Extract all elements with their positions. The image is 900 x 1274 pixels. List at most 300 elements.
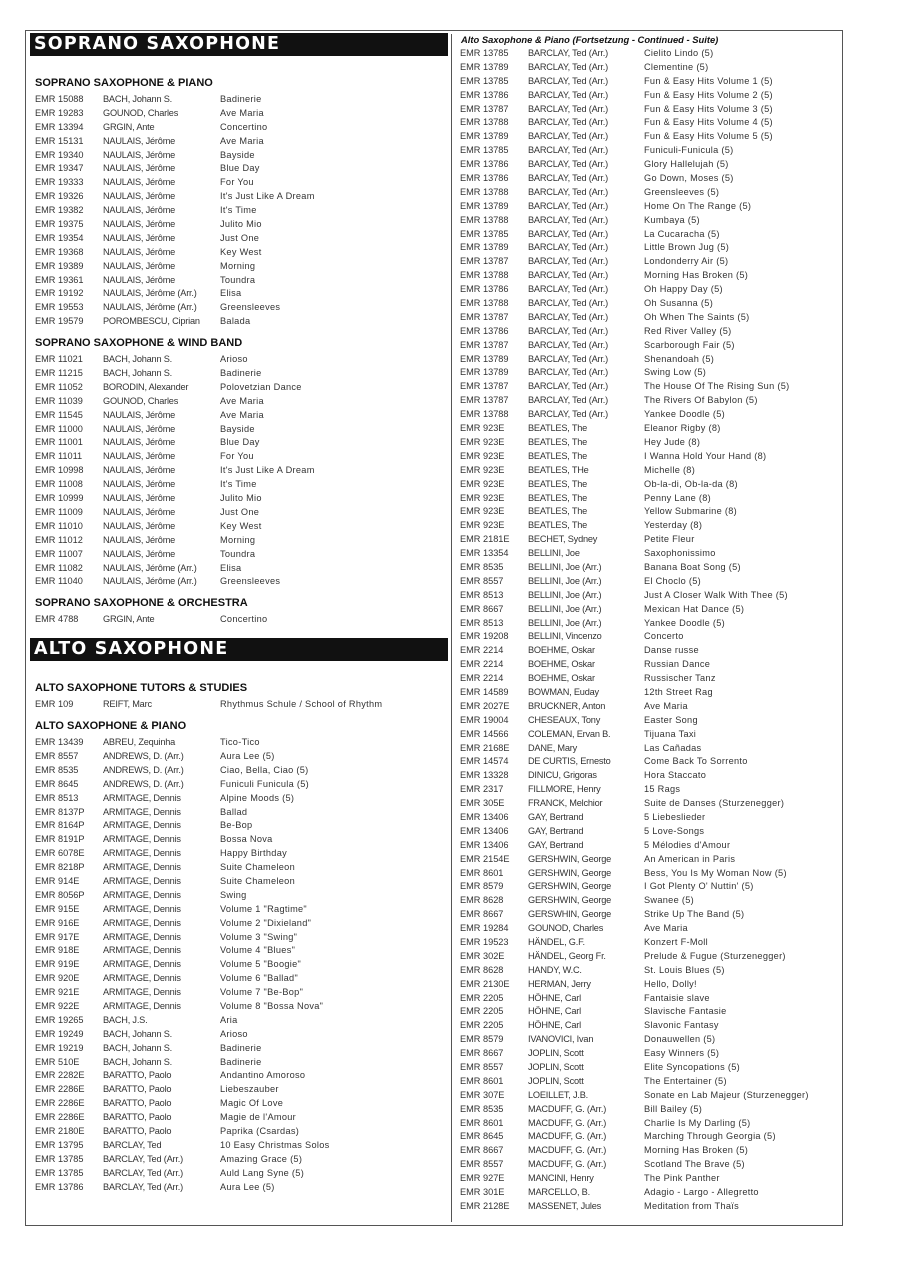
catalog-row bbox=[30, 121, 448, 135]
work-title: Banana Boat Song (5) bbox=[644, 561, 741, 572]
catalog-row bbox=[30, 1167, 448, 1181]
catalog-number: EMR 13788 bbox=[460, 117, 509, 128]
catalog-number: EMR 11012 bbox=[35, 534, 83, 545]
catalog-number: EMR 8667 bbox=[460, 1048, 504, 1059]
catalog-row bbox=[457, 394, 839, 408]
composer-name: GERSWHIN, George bbox=[528, 909, 612, 920]
catalog-row bbox=[457, 47, 839, 61]
catalog-number: EMR 2181E bbox=[460, 534, 510, 545]
catalog-row bbox=[457, 1130, 839, 1144]
composer-name: BARCLAY, Ted (Arr.) bbox=[528, 89, 608, 100]
composer-name: ABREU, Zequinha bbox=[103, 737, 176, 748]
catalog-number: EMR 11082 bbox=[35, 562, 83, 573]
catalog-number: EMR 2317 bbox=[460, 784, 504, 795]
composer-name: NAULAIS, Jérôme bbox=[103, 274, 176, 285]
catalog-row bbox=[457, 797, 839, 811]
catalog-number: EMR 13787 bbox=[460, 339, 509, 350]
work-title: Volume 6 "Ballad" bbox=[220, 973, 299, 984]
work-title: Come Back To Sorrento bbox=[644, 756, 748, 767]
catalog-row bbox=[457, 811, 839, 825]
catalog-row bbox=[457, 255, 839, 269]
catalog-row bbox=[30, 1111, 448, 1125]
work-title: Home On The Range (5) bbox=[644, 200, 752, 211]
composer-name: BEATLES, The bbox=[528, 492, 588, 503]
composer-name: BARCLAY, Ted (Arr.) bbox=[103, 1153, 183, 1164]
catalog-row bbox=[30, 1000, 448, 1014]
catalog-number: EMR 13328 bbox=[460, 770, 509, 781]
catalog-number: EMR 8535 bbox=[460, 561, 504, 572]
catalog-number: EMR 13786 bbox=[35, 1181, 84, 1192]
composer-name: MACDUFF, G. (Arr.) bbox=[528, 1103, 607, 1114]
catalog-row bbox=[30, 353, 448, 367]
catalog-row bbox=[30, 464, 448, 478]
catalog-row bbox=[457, 241, 839, 255]
catalog-row bbox=[457, 422, 839, 436]
catalog-row bbox=[457, 450, 839, 464]
catalog-row bbox=[457, 1047, 839, 1061]
catalog-row bbox=[457, 283, 839, 297]
catalog-number: EMR 13786 bbox=[460, 89, 509, 100]
work-title: For You bbox=[220, 451, 254, 462]
catalog-row bbox=[30, 232, 448, 246]
work-title: Marching Through Georgia (5) bbox=[644, 1131, 776, 1142]
catalog-row bbox=[30, 847, 448, 861]
composer-name: BACH, Johann S. bbox=[103, 368, 173, 379]
composer-name: HÄNDEL, G.F. bbox=[528, 937, 585, 947]
catalog-number: EMR 19326 bbox=[35, 191, 84, 202]
catalog-row bbox=[457, 172, 839, 186]
catalog-row bbox=[30, 875, 448, 889]
composer-name: GERSHWIN, George bbox=[528, 881, 612, 892]
work-title: Bossa Nova bbox=[220, 834, 273, 845]
catalog-number: EMR 11001 bbox=[35, 437, 83, 448]
work-title: Polovetzian Dance bbox=[220, 381, 302, 392]
work-title: It's Time bbox=[220, 479, 257, 490]
composer-name: ARMITAGE, Dennis bbox=[103, 875, 181, 886]
work-title: Ballad bbox=[220, 806, 248, 817]
composer-name: BARCLAY, Ted (Arr.) bbox=[528, 228, 608, 239]
composer-name: NAULAIS, Jérôme bbox=[103, 260, 176, 271]
work-title: Ave Maria bbox=[220, 409, 264, 420]
catalog-number: EMR 305E bbox=[460, 798, 505, 809]
composer-name: BORODIN, Alexander bbox=[103, 381, 189, 392]
catalog-number: EMR 8557 bbox=[460, 1159, 504, 1170]
work-title: Mexican Hat Dance (5) bbox=[644, 603, 745, 614]
work-title: Michelle (8) bbox=[644, 464, 696, 475]
work-title: Swing bbox=[220, 889, 247, 900]
catalog-row bbox=[457, 1172, 839, 1186]
continued-section-heading: Alto Saxophone & Piano (Fortsetzung - Continued - Suite) bbox=[461, 34, 719, 45]
work-title: Meditation from Thaïs bbox=[644, 1200, 739, 1211]
catalog-number: EMR 8557 bbox=[460, 1062, 504, 1073]
work-title: Paprika (Csardas) bbox=[220, 1126, 300, 1136]
catalog-row bbox=[457, 908, 839, 922]
catalog-number: EMR 923E bbox=[460, 436, 505, 447]
catalog-number: EMR 2214 bbox=[460, 645, 504, 656]
composer-name: BARCLAY, Ted (Arr.) bbox=[528, 61, 608, 72]
composer-name: BELLINI, Joe (Arr.) bbox=[528, 617, 602, 628]
catalog-row bbox=[457, 936, 839, 950]
work-title: Las Cañadas bbox=[644, 742, 702, 753]
catalog-row bbox=[457, 200, 839, 214]
work-title: Penny Lane (8) bbox=[644, 492, 712, 503]
catalog-number: EMR 19382 bbox=[35, 205, 84, 216]
work-title: Russian Dance bbox=[644, 659, 711, 670]
work-title: Kumbaya (5) bbox=[644, 214, 700, 225]
composer-name: BELLINI, Joe (Arr.) bbox=[528, 575, 602, 586]
work-title: Liebeszauber bbox=[220, 1084, 279, 1095]
catalog-number: EMR 2027E bbox=[460, 700, 510, 711]
composer-name: GAY, Bertrand bbox=[528, 811, 584, 822]
catalog-number: EMR 8191P bbox=[35, 834, 85, 845]
work-title: Blue Day bbox=[220, 163, 260, 174]
composer-name: BOEHME, Oskar bbox=[528, 659, 595, 670]
work-title: Aura Lee (5) bbox=[220, 750, 275, 761]
catalog-number: EMR 11011 bbox=[35, 451, 83, 462]
work-title: Rhythmus Schule / School of Rhythm bbox=[220, 699, 383, 710]
work-title: Magie de l'Amour bbox=[220, 1112, 297, 1123]
composer-name: HANDY, W.C. bbox=[528, 964, 582, 975]
work-title: Adagio - Largo - Allegretto bbox=[644, 1187, 759, 1198]
work-title: I Got Plenty O' Nuttin' (5) bbox=[644, 881, 754, 892]
catalog-row bbox=[30, 135, 448, 149]
catalog-row bbox=[30, 613, 448, 627]
work-title: Volume 1 "Ragtime" bbox=[220, 903, 307, 914]
composer-name: ARMITAGE, Dennis bbox=[103, 945, 181, 956]
catalog-number: EMR 922E bbox=[35, 1000, 80, 1011]
catalog-row bbox=[30, 548, 448, 562]
catalog-row bbox=[30, 274, 448, 288]
catalog-number: EMR 13785 bbox=[460, 75, 509, 86]
work-title: 15 Rags bbox=[644, 784, 681, 795]
catalog-number: EMR 2205 bbox=[460, 1006, 504, 1017]
catalog-number: EMR 923E bbox=[460, 506, 505, 517]
catalog-number: EMR 8535 bbox=[35, 764, 79, 775]
composer-name: NAULAIS, Jérôme bbox=[103, 232, 176, 243]
composer-name: NAULAIS, Jérôme bbox=[103, 205, 176, 216]
composer-name: BOWMAN, Euday bbox=[528, 686, 599, 697]
work-title: Amazing Grace (5) bbox=[220, 1153, 303, 1164]
composer-name: ARMITAGE, Dennis bbox=[103, 806, 181, 817]
work-title: Andantino Amoroso bbox=[220, 1070, 306, 1081]
composer-name: BARCLAY, Ted (Arr.) bbox=[528, 103, 608, 114]
catalog-row bbox=[457, 992, 839, 1006]
composer-name: BACH, Johann S. bbox=[103, 1028, 173, 1039]
work-title: Tijuana Taxi bbox=[644, 728, 697, 739]
composer-name: BOEHME, Oskar bbox=[528, 673, 595, 684]
work-title: Ave Maria bbox=[220, 107, 264, 118]
catalog-number: EMR 11052 bbox=[35, 381, 83, 392]
work-title: Greensleeves bbox=[220, 302, 281, 313]
work-title: Scotland The Brave (5) bbox=[644, 1159, 745, 1170]
composer-name: FILLMORE, Henry bbox=[528, 784, 601, 795]
composer-name: NAULAIS, Jérôme (Arr.) bbox=[103, 288, 197, 299]
composer-name: ARMITAGE, Dennis bbox=[103, 792, 181, 803]
work-title: Badinerie bbox=[220, 94, 262, 104]
work-title: Badinerie bbox=[220, 1042, 262, 1053]
catalog-row bbox=[457, 714, 839, 728]
composer-name: HÄNDEL, Georg Fr. bbox=[528, 950, 606, 961]
composer-name: GOUNOD, Charles bbox=[103, 395, 179, 406]
composer-name: BEATLES, The bbox=[528, 436, 588, 447]
work-title: Fun & Easy Hits Volume 1 (5) bbox=[644, 75, 773, 86]
catalog-number: EMR 13789 bbox=[460, 61, 509, 72]
work-title: Morning bbox=[220, 260, 256, 271]
catalog-number: EMR 510E bbox=[35, 1056, 80, 1067]
composer-name: BACH, J.S. bbox=[103, 1014, 148, 1025]
work-title: Petite Fleur bbox=[644, 534, 695, 545]
catalog-number: EMR 14574 bbox=[460, 756, 509, 767]
catalog-row bbox=[30, 889, 448, 903]
catalog-number: EMR 11009 bbox=[35, 506, 83, 517]
composer-name: ARMITAGE, Dennis bbox=[103, 834, 181, 845]
work-title: Oh Happy Day (5) bbox=[644, 284, 723, 295]
catalog-row bbox=[457, 867, 839, 881]
catalog-number: EMR 13788 bbox=[460, 214, 509, 225]
section-heading: SOPRANO SAXOPHONE & WIND BAND bbox=[35, 337, 243, 350]
catalog-row bbox=[457, 1117, 839, 1131]
work-title: Suite de Danses (Sturzenegger) bbox=[644, 798, 785, 809]
composer-name: BARCLAY, Ted (Arr.) bbox=[528, 75, 608, 86]
catalog-row bbox=[457, 505, 839, 519]
composer-name: HÖHNE, Carl bbox=[528, 1020, 581, 1031]
work-title: Elisa bbox=[220, 288, 242, 299]
catalog-row bbox=[30, 792, 448, 806]
composer-name: BARCLAY, Ted (Arr.) bbox=[528, 117, 608, 128]
catalog-row bbox=[30, 287, 448, 301]
composer-name: BEATLES, The bbox=[528, 423, 588, 434]
composer-name: REIFT, Marc bbox=[103, 699, 152, 710]
work-title: Concerto bbox=[644, 631, 684, 642]
catalog-number: EMR 8535 bbox=[460, 1103, 504, 1114]
work-title: It's Just Like A Dream bbox=[220, 191, 315, 202]
catalog-row bbox=[457, 686, 839, 700]
work-title: Clementine (5) bbox=[644, 61, 709, 72]
catalog-number: EMR 15131 bbox=[35, 135, 84, 146]
catalog-number: EMR 19004 bbox=[460, 714, 509, 725]
catalog-number: EMR 19192 bbox=[35, 288, 84, 299]
catalog-row bbox=[457, 839, 839, 853]
composer-name: BELLINI, Joe (Arr.) bbox=[528, 589, 602, 600]
composer-name: LOEILLET, J.B. bbox=[528, 1089, 589, 1100]
composer-name: BACH, Johann S. bbox=[103, 1056, 173, 1067]
composer-name: NAULAIS, Jérôme bbox=[103, 423, 176, 434]
catalog-row bbox=[457, 547, 839, 561]
catalog-row bbox=[30, 218, 448, 232]
work-title: It's Time bbox=[220, 205, 257, 216]
catalog-row bbox=[30, 395, 448, 409]
catalog-number: EMR 2286E bbox=[35, 1084, 85, 1095]
catalog-row bbox=[457, 61, 839, 75]
catalog-number: EMR 13787 bbox=[460, 256, 509, 267]
catalog-number: EMR 8645 bbox=[460, 1131, 504, 1142]
work-title: Morning bbox=[220, 534, 256, 545]
catalog-number: EMR 19219 bbox=[35, 1042, 84, 1053]
composer-name: MASSENET, Jules bbox=[528, 1200, 602, 1211]
composer-name: BARCLAY, Ted (Arr.) bbox=[528, 145, 608, 156]
composer-name: BARCLAY, Ted (Arr.) bbox=[528, 353, 608, 364]
catalog-number: EMR 19265 bbox=[35, 1014, 84, 1025]
catalog-number: EMR 11040 bbox=[35, 576, 83, 587]
alto-saxophone-banner: ALTO SAXOPHONE bbox=[30, 638, 448, 661]
work-title: 12th Street Rag bbox=[644, 686, 713, 697]
catalog-number: EMR 8513 bbox=[460, 589, 504, 600]
catalog-number: EMR 19553 bbox=[35, 302, 84, 313]
work-title: Yankee Doodle (5) bbox=[644, 409, 726, 420]
work-title: For You bbox=[220, 177, 254, 188]
work-title: Auld Lang Syne (5) bbox=[220, 1167, 305, 1178]
catalog-row bbox=[30, 1056, 448, 1070]
catalog-row bbox=[30, 1083, 448, 1097]
composer-name: ARMITAGE, Dennis bbox=[103, 917, 181, 928]
catalog-number: EMR 13789 bbox=[460, 353, 509, 364]
work-title: Cielito Lindo (5) bbox=[644, 48, 714, 58]
work-title: Tico-Tico bbox=[220, 737, 260, 748]
catalog-row bbox=[457, 1019, 839, 1033]
section-heading: SOPRANO SAXOPHONE & ORCHESTRA bbox=[35, 597, 248, 610]
composer-name: NAULAIS, Jérôme bbox=[103, 465, 176, 476]
catalog-row bbox=[457, 1089, 839, 1103]
catalog-number: EMR 19523 bbox=[460, 937, 509, 947]
composer-name: BARCLAY, Ted (Arr.) bbox=[528, 131, 608, 142]
catalog-number: EMR 19375 bbox=[35, 219, 84, 230]
work-title: Volume 2 "Dixieland" bbox=[220, 917, 312, 928]
composer-name: NAULAIS, Jérôme bbox=[103, 520, 176, 531]
work-title: Eleanor Rigby (8) bbox=[644, 423, 721, 434]
catalog-row bbox=[457, 658, 839, 672]
work-title: Konzert F-Moll bbox=[644, 937, 708, 947]
composer-name: BARCLAY, Ted (Arr.) bbox=[528, 48, 608, 58]
work-title: Hey Jude (8) bbox=[644, 436, 701, 447]
catalog-row bbox=[457, 366, 839, 380]
composer-name: BARCLAY, Ted (Arr.) bbox=[528, 200, 608, 211]
composer-name: BARCLAY, Ted (Arr.) bbox=[528, 367, 608, 378]
work-title: Hello, Dolly! bbox=[644, 978, 697, 989]
work-title: Volume 5 "Boogie" bbox=[220, 959, 302, 970]
composer-name: BARATTO, Paolo bbox=[103, 1070, 172, 1081]
catalog-number: EMR 8628 bbox=[460, 964, 504, 975]
catalog-number: EMR 917E bbox=[35, 931, 80, 942]
composer-name: BARCLAY, Ted (Arr.) bbox=[528, 214, 608, 225]
catalog-number: EMR 2214 bbox=[460, 659, 504, 670]
catalog-number: EMR 13787 bbox=[460, 381, 509, 392]
composer-name: BRUCKNER, Anton bbox=[528, 700, 606, 711]
soprano-saxophone-banner: SOPRANO SAXOPHONE bbox=[30, 33, 448, 56]
catalog-number: EMR 11007 bbox=[35, 548, 83, 559]
catalog-number: EMR 6078E bbox=[35, 848, 85, 859]
work-title: Badinerie bbox=[220, 368, 262, 379]
work-title: Hora Staccato bbox=[644, 770, 707, 781]
composer-name: NAULAIS, Jérôme (Arr.) bbox=[103, 562, 197, 573]
catalog-row bbox=[30, 1069, 448, 1083]
catalog-row bbox=[30, 903, 448, 917]
composer-name: ARMITAGE, Dennis bbox=[103, 987, 181, 998]
catalog-row bbox=[457, 1158, 839, 1172]
work-title: 10 Easy Christmas Solos bbox=[220, 1139, 330, 1150]
catalog-row bbox=[457, 950, 839, 964]
catalog-number: EMR 923E bbox=[460, 423, 505, 434]
composer-name: BELLINI, Joe (Arr.) bbox=[528, 561, 602, 572]
catalog-row bbox=[30, 861, 448, 875]
catalog-row bbox=[457, 728, 839, 742]
catalog-row bbox=[30, 409, 448, 423]
work-title: Easy Winners (5) bbox=[644, 1048, 720, 1059]
catalog-row bbox=[30, 819, 448, 833]
composer-name: HERMAN, Jerry bbox=[528, 978, 591, 989]
work-title: Julito Mio bbox=[220, 219, 262, 230]
work-title: It's Just Like A Dream bbox=[220, 465, 315, 476]
catalog-number: EMR 13788 bbox=[460, 270, 509, 281]
work-title: Key West bbox=[220, 246, 262, 257]
catalog-row bbox=[457, 339, 839, 353]
composer-name: BARCLAY, Ted (Arr.) bbox=[528, 242, 608, 253]
catalog-row bbox=[457, 1200, 839, 1214]
composer-name: JOPLIN, Scott bbox=[528, 1075, 584, 1086]
catalog-row bbox=[457, 353, 839, 367]
catalog-number: EMR 19368 bbox=[35, 246, 84, 257]
catalog-number: EMR 13354 bbox=[460, 548, 509, 559]
catalog-number: EMR 13785 bbox=[460, 228, 509, 239]
catalog-row bbox=[457, 325, 839, 339]
catalog-row bbox=[30, 1042, 448, 1056]
composer-name: GERSHWIN, George bbox=[528, 853, 612, 864]
catalog-number: EMR 13786 bbox=[460, 173, 509, 184]
catalog-number: EMR 13406 bbox=[460, 839, 509, 850]
work-title: Oh Susanna (5) bbox=[644, 298, 714, 309]
composer-name: BEATLES, The bbox=[528, 506, 588, 517]
composer-name: NAULAIS, Jérôme bbox=[103, 451, 176, 462]
work-title: Ob-la-di, Ob-la-da (8) bbox=[644, 478, 738, 489]
composer-name: DANE, Mary bbox=[528, 742, 578, 753]
catalog-row bbox=[30, 1028, 448, 1042]
catalog-row bbox=[457, 1033, 839, 1047]
composer-name: GERSHWIN, George bbox=[528, 867, 612, 878]
catalog-row bbox=[30, 698, 448, 712]
composer-name: NAULAIS, Jérôme bbox=[103, 479, 176, 490]
catalog-number: EMR 307E bbox=[460, 1089, 505, 1100]
catalog-number: EMR 13785 bbox=[35, 1153, 84, 1164]
composer-name: BOEHME, Oskar bbox=[528, 645, 595, 656]
catalog-number: EMR 13787 bbox=[460, 311, 509, 322]
catalog-number: EMR 109 bbox=[35, 699, 74, 710]
catalog-number: EMR 302E bbox=[460, 950, 505, 961]
catalog-row bbox=[30, 301, 448, 315]
work-title: Arioso bbox=[220, 1028, 248, 1039]
work-title: Suite Chameleon bbox=[220, 862, 295, 873]
catalog-number: EMR 927E bbox=[460, 1173, 505, 1184]
catalog-row bbox=[457, 755, 839, 769]
catalog-row bbox=[30, 204, 448, 218]
catalog-row bbox=[30, 520, 448, 534]
catalog-row bbox=[457, 742, 839, 756]
catalog-row bbox=[30, 381, 448, 395]
catalog-row bbox=[457, 853, 839, 867]
composer-name: BARCLAY, Ted (Arr.) bbox=[528, 381, 608, 392]
catalog-row bbox=[30, 1153, 448, 1167]
left-column bbox=[30, 33, 448, 1194]
catalog-row bbox=[457, 116, 839, 130]
catalog-row bbox=[457, 297, 839, 311]
work-title: St. Louis Blues (5) bbox=[644, 964, 725, 975]
work-title: Happy Birthday bbox=[220, 848, 288, 859]
catalog-row bbox=[30, 764, 448, 778]
catalog-number: EMR 2168E bbox=[460, 742, 510, 753]
composer-name: MACDUFF, G. (Arr.) bbox=[528, 1159, 607, 1170]
work-title: 5 Liebeslieder bbox=[644, 811, 706, 822]
work-title: Badinerie bbox=[220, 1056, 262, 1067]
composer-name: MACDUFF, G. (Arr.) bbox=[528, 1131, 607, 1142]
catalog-row bbox=[457, 589, 839, 603]
